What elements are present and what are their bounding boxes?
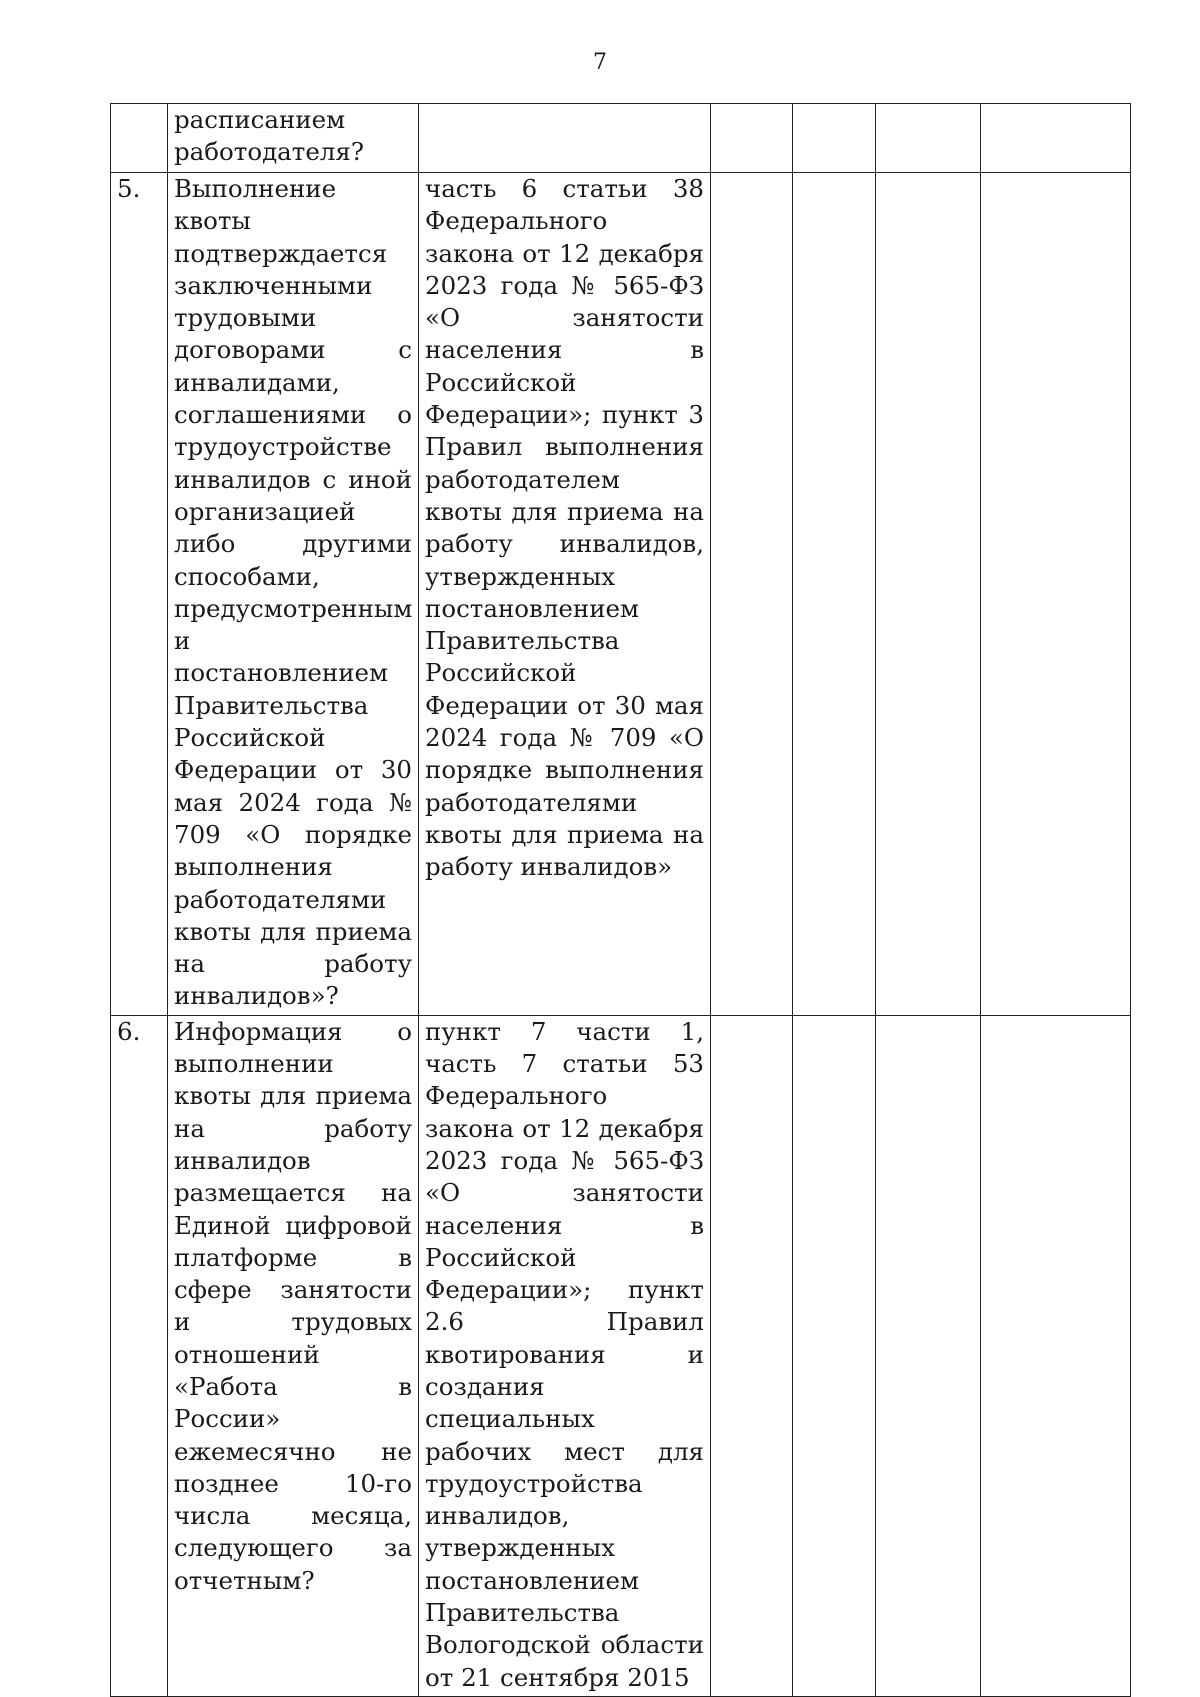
table-row <box>111 104 1131 173</box>
legal-basis-cell: пункт 7 части 1, часть 7 статьи 53 Федерального закона от 12 декабря 2023 года № 565-ФЗ «О занятости населения в Российской Федерации»; пункт 2.6 Правил квотирования и создания специальных рабочих мест для трудоустройства инвалидов, утвержденных постановлением Правительства Вологодской области от 21 сентября 2015 <box>419 1015 711 1696</box>
answer-na-cell <box>876 173 981 1016</box>
legal-basis-cell: часть 6 статьи 38 Федерального закона от 12 декабря 2023 года № 565-ФЗ «О занятости населения в Российской Федерации»; пункт 3 Правил выполнения работодателем квоты для приема на работу инвалидов, утвержденных постановлением Правительства Российской Федерации от 30 мая 2024 года № 709 «О порядке выполнения работодателями квоты для приема на работу инвалидов» <box>419 173 711 1016</box>
row-number-cell: 6. <box>111 1015 168 1696</box>
answer-no-cell <box>793 173 876 1016</box>
question-cell: Выполнение квоты подтверждается заключенными трудовыми договорами с инвалидами, соглашениями о трудоустройстве инвалидов с иной организацией либо другими способами, предусмотренным и постановлением Правительства Российской Федерации от 30 мая 2024 года № 709 «О порядке выполнения работодателями квоты для приема на работу инвалидов»? <box>168 173 419 1016</box>
checklist-table <box>110 103 1131 1697</box>
notes-cell <box>981 104 1131 173</box>
answer-no-cell <box>793 104 876 173</box>
answer-yes-cell <box>711 173 793 1016</box>
notes-cell <box>981 173 1131 1016</box>
row-number-cell: 5. <box>111 173 168 1016</box>
question-cell: расписанием работодателя? <box>168 104 419 173</box>
table-row <box>111 1015 1131 1696</box>
answer-na-cell <box>876 104 981 173</box>
table-row <box>111 173 1131 1016</box>
legal-basis-cell <box>419 104 711 173</box>
answer-na-cell <box>876 1015 981 1696</box>
question-cell: Информация о выполнении квоты для приема на работу инвалидов размещается на Единой цифровой платформе в сфере занятости и трудовых отношений «Работа в России» ежемесячно не позднее 10-го числа месяца, следующего за отчетным? <box>168 1015 419 1696</box>
notes-cell <box>981 1015 1131 1696</box>
row-number-cell <box>111 104 168 173</box>
answer-yes-cell <box>711 1015 793 1696</box>
answer-no-cell <box>793 1015 876 1696</box>
page-number: 7 <box>593 50 607 75</box>
answer-yes-cell <box>711 104 793 173</box>
